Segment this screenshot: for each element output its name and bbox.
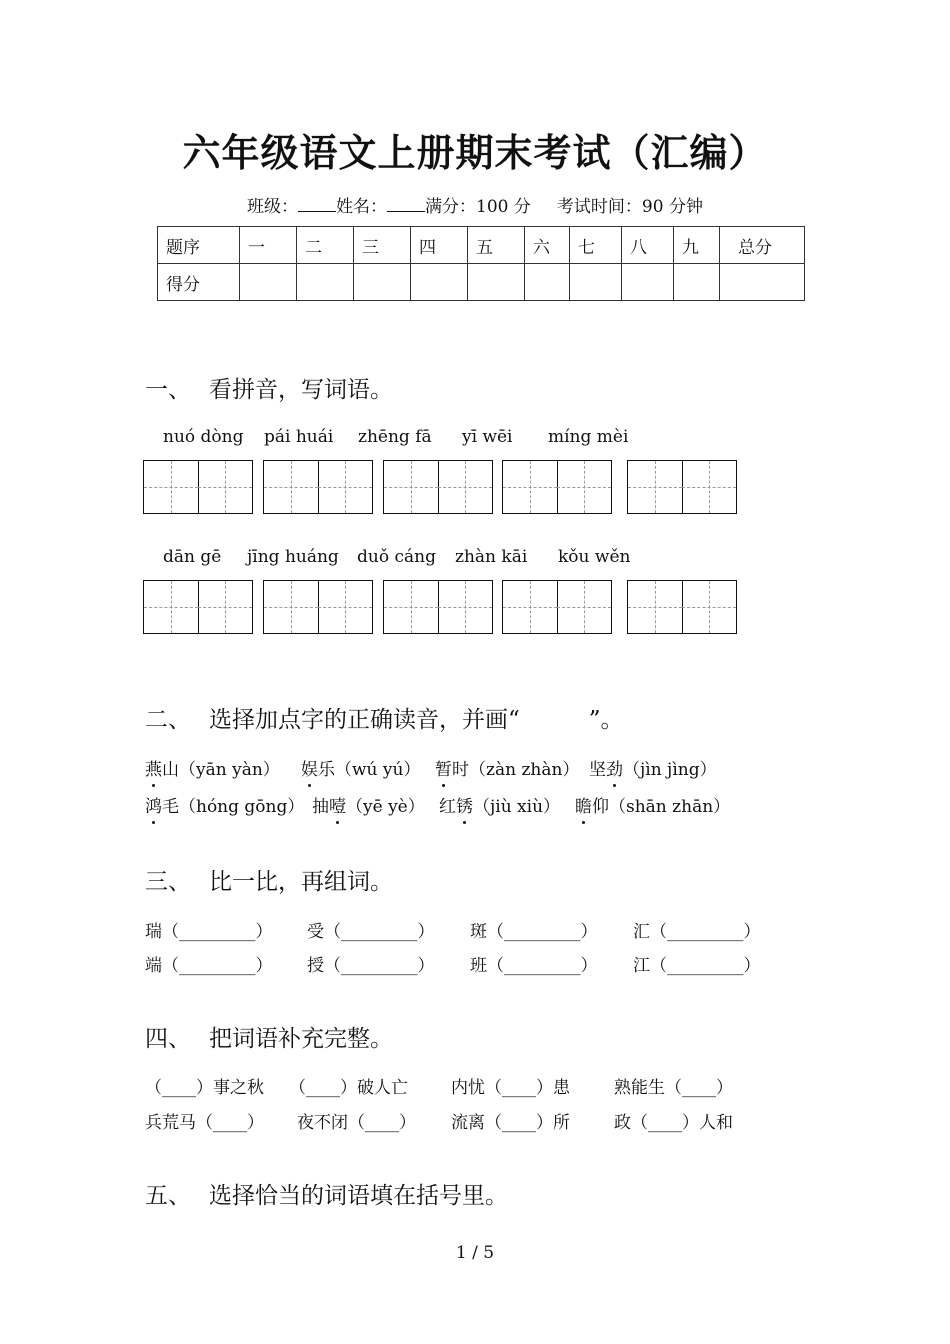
- dotted-char: 噎: [329, 792, 346, 817]
- pinyin-label: jīng huáng: [247, 547, 339, 567]
- full-score: 满分：100 分: [425, 197, 531, 217]
- score-table-score-row: [158, 264, 805, 301]
- section-2-heading: 二、 选择加点字的正确读音，并画“ ”。: [145, 707, 624, 733]
- idiom-item[interactable]: 兵荒马（____）: [145, 1113, 264, 1133]
- pinyin-label: kǒu wěn: [558, 547, 631, 567]
- dotted-char: 暂: [435, 755, 452, 780]
- dotted-char: 锈: [456, 792, 473, 817]
- score-cell[interactable]: [674, 264, 720, 301]
- compare-item[interactable]: 汇（_________）: [633, 922, 761, 942]
- reading-item[interactable]: 燕山（yān yàn）: [145, 755, 280, 780]
- writing-grid[interactable]: [383, 460, 493, 514]
- name-label: 姓名：: [336, 197, 388, 217]
- score-header-cell: 九: [674, 227, 720, 264]
- page-number: 1 / 5: [455, 1243, 495, 1263]
- dotted-char: 燕: [145, 755, 162, 780]
- reading-item[interactable]: 红锈（jiù xiù）: [439, 792, 560, 817]
- score-table-header-row: [158, 227, 805, 264]
- pinyin-label: yī wēi: [462, 427, 513, 447]
- score-cell[interactable]: [720, 264, 805, 301]
- name-blank[interactable]: [387, 197, 425, 212]
- idiom-item[interactable]: 流离（____）所: [451, 1113, 570, 1133]
- score-header-cell: 六: [525, 227, 570, 264]
- reading-item[interactable]: 瞻仰（shān zhān）: [575, 792, 730, 817]
- score-cell[interactable]: [468, 264, 525, 301]
- compare-item[interactable]: 受（_________）: [307, 922, 435, 942]
- score-header-cell: 八: [622, 227, 674, 264]
- reading-item[interactable]: 坚劲（jìn jìng）: [589, 755, 717, 780]
- writing-grid[interactable]: [627, 460, 737, 514]
- writing-grid[interactable]: [143, 460, 253, 514]
- dotted-char: 鸿: [145, 792, 162, 817]
- score-header-cell: 四: [411, 227, 468, 264]
- section-1-heading: 一、 看拼音，写词语。: [145, 377, 393, 403]
- compare-item[interactable]: 端（_________）: [145, 956, 273, 976]
- score-cell[interactable]: [411, 264, 468, 301]
- score-header-cell: 二: [297, 227, 354, 264]
- writing-grid[interactable]: [263, 460, 373, 514]
- score-header-cell: 三: [354, 227, 411, 264]
- writing-grid[interactable]: [627, 580, 737, 634]
- score-header-cell: 七: [570, 227, 622, 264]
- writing-grid[interactable]: [383, 580, 493, 634]
- score-table: [157, 226, 805, 301]
- section-5-heading: 五、 选择恰当的词语填在括号里。: [145, 1183, 508, 1209]
- pinyin-label: duǒ cáng: [357, 547, 436, 567]
- score-cell[interactable]: [525, 264, 570, 301]
- page-title: 六年级语文上册期末考试（汇编）: [182, 130, 768, 175]
- pinyin-label: míng mèi: [548, 427, 629, 447]
- writing-grid[interactable]: [502, 580, 612, 634]
- compare-item[interactable]: 江（_________）: [633, 956, 761, 976]
- compare-item[interactable]: 瑞（_________）: [145, 922, 273, 942]
- idiom-item[interactable]: 熟能生（____）: [614, 1078, 733, 1098]
- reading-item[interactable]: 暂时（zàn zhàn）: [435, 755, 579, 780]
- score-header-cell: 一: [240, 227, 297, 264]
- reading-item[interactable]: 娱乐（wú yú）: [301, 755, 420, 780]
- section-4-heading: 四、 把词语补充完整。: [145, 1026, 393, 1052]
- idiom-item[interactable]: 政（____）人和: [614, 1113, 733, 1133]
- class-label: 班级：: [247, 197, 299, 217]
- dotted-char: 娱: [301, 755, 318, 780]
- compare-item[interactable]: 斑（_________）: [470, 922, 598, 942]
- score-cell[interactable]: [622, 264, 674, 301]
- score-header-cell: 题序: [158, 227, 240, 264]
- score-cell[interactable]: [570, 264, 622, 301]
- pinyin-label: zhēng fā: [358, 427, 432, 447]
- pinyin-label: dān gē: [163, 547, 222, 567]
- compare-item[interactable]: 班（_________）: [470, 956, 598, 976]
- writing-grid[interactable]: [263, 580, 373, 634]
- idiom-item[interactable]: （____）事之秋: [145, 1078, 264, 1098]
- idiom-item[interactable]: 夜不闭（____）: [297, 1113, 416, 1133]
- score-header-cell: 五: [468, 227, 525, 264]
- class-blank[interactable]: [298, 197, 336, 212]
- score-cell[interactable]: [297, 264, 354, 301]
- writing-grid[interactable]: [143, 580, 253, 634]
- pinyin-label: zhàn kāi: [455, 547, 528, 567]
- idiom-item[interactable]: 内忧（____）患: [451, 1078, 570, 1098]
- score-cell[interactable]: [354, 264, 411, 301]
- exam-info: [0, 192, 950, 217]
- dotted-char: 瞻: [575, 792, 592, 817]
- reading-item[interactable]: 鸿毛（hóng gōng）: [145, 792, 304, 817]
- idiom-item[interactable]: （____）破人亡: [289, 1078, 408, 1098]
- writing-grid[interactable]: [502, 460, 612, 514]
- compare-item[interactable]: 授（_________）: [307, 956, 435, 976]
- score-row-label: 得分: [158, 264, 240, 301]
- section-3-heading: 三、 比一比，再组词。: [145, 869, 393, 895]
- reading-item[interactable]: 抽噎（yē yè）: [312, 792, 425, 817]
- score-header-cell: 总分: [720, 227, 805, 264]
- score-cell[interactable]: [240, 264, 297, 301]
- pinyin-label: pái huái: [264, 427, 334, 447]
- dotted-char: 劲: [606, 755, 623, 780]
- exam-time: 考试时间：90 分钟: [556, 197, 703, 217]
- pinyin-label: nuó dòng: [163, 427, 244, 447]
